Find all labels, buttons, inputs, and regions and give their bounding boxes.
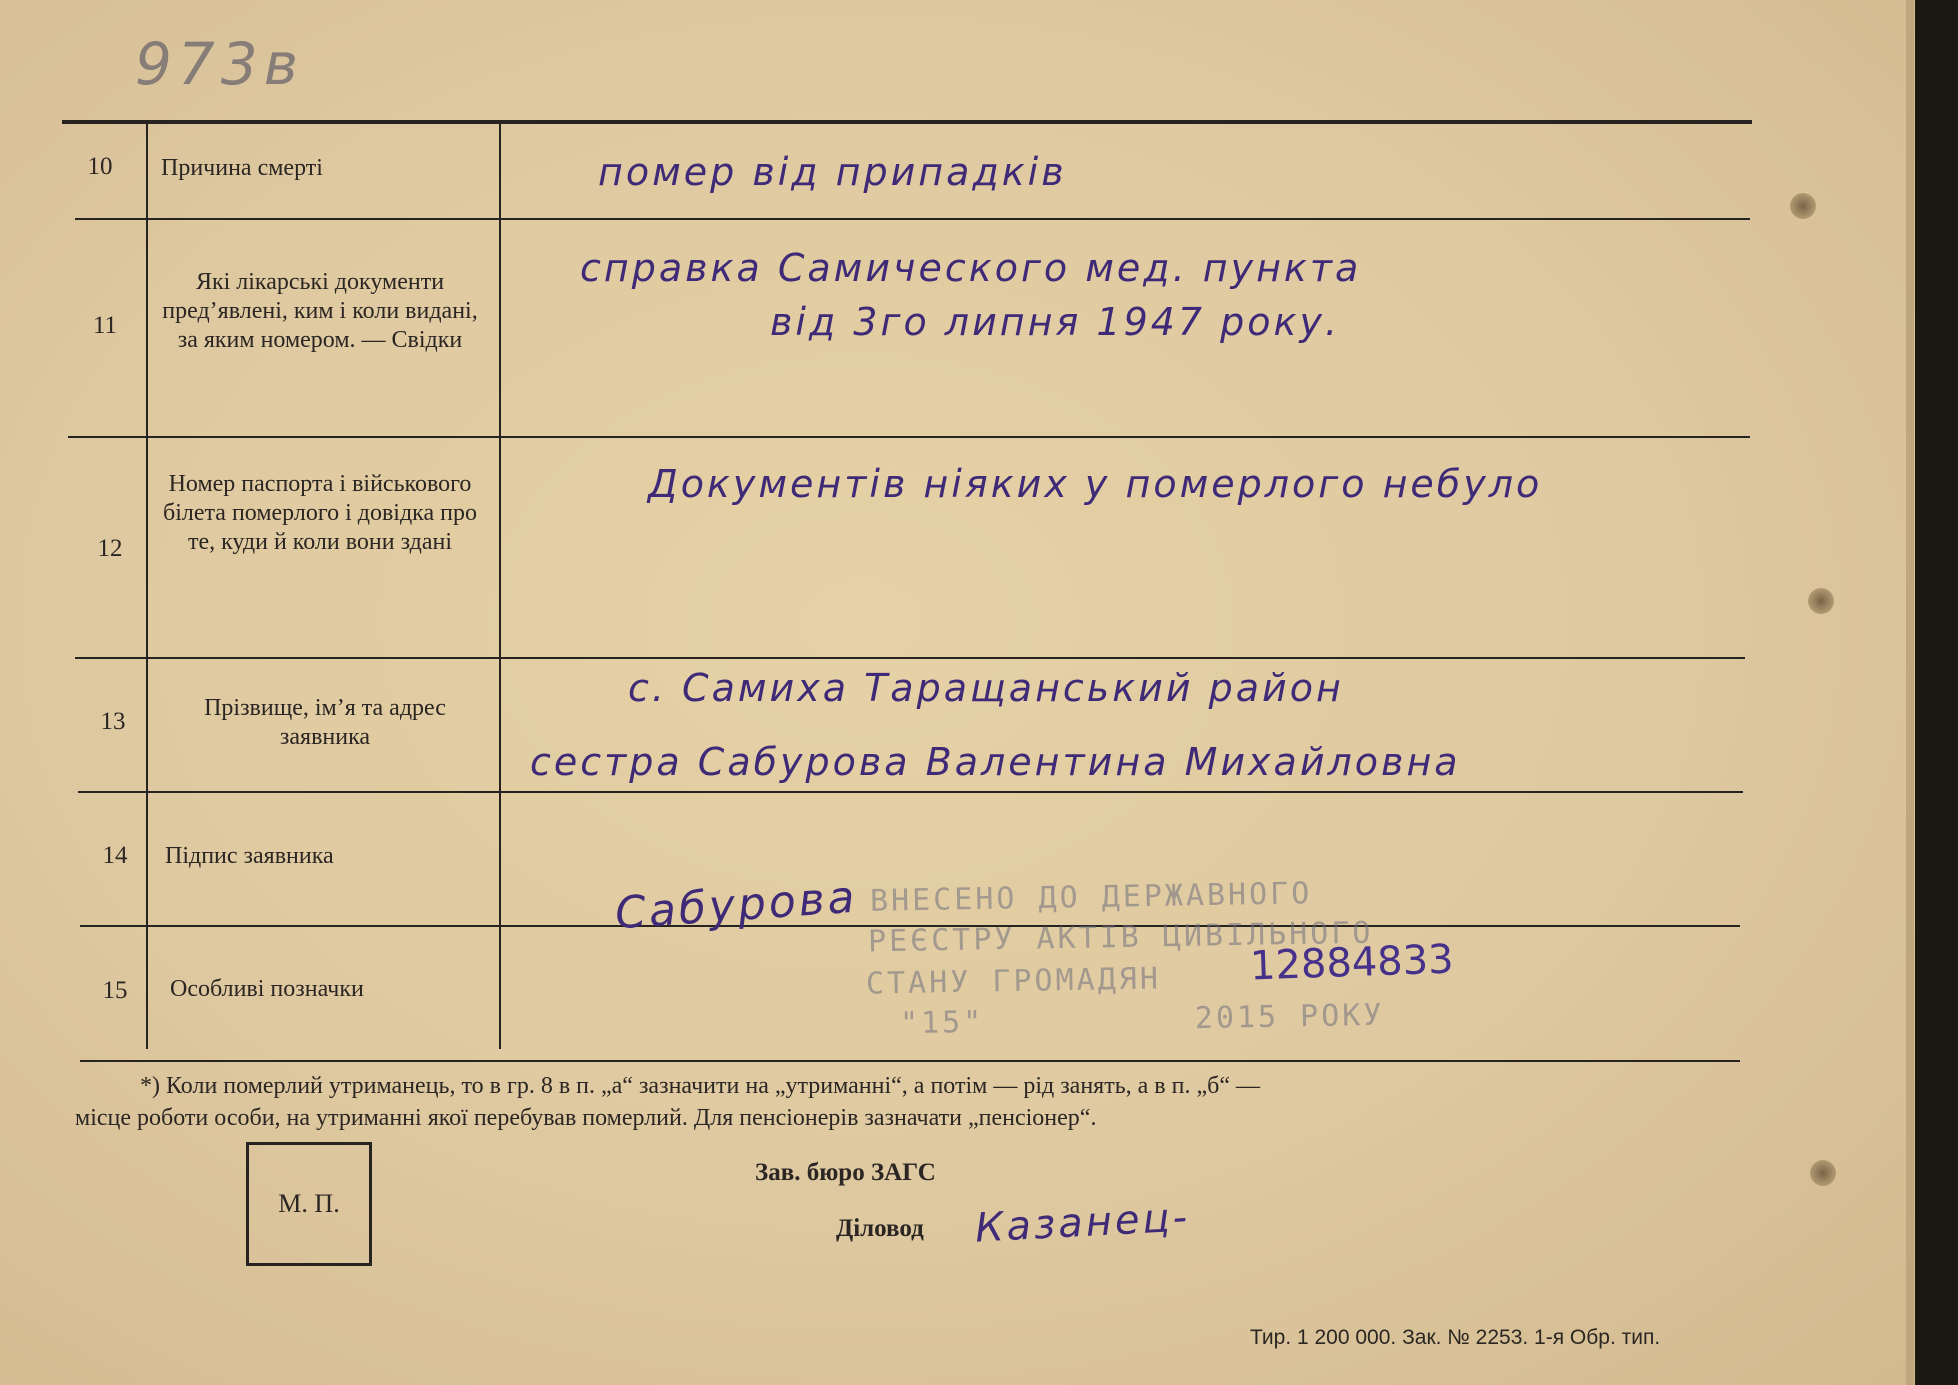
column-divider-number: [146, 124, 148, 1049]
handwritten-entry: сестра Сабурова Валентина Михайловна: [530, 740, 1461, 784]
footnote-line: місце роботи особи, на утриманні якої перебував померлий. Для пенсіонерів зазначати „пенсіонер“.: [75, 1105, 1097, 1131]
row-number: 13: [100, 708, 126, 735]
row-number: 12: [97, 535, 123, 562]
row-number: 14: [102, 842, 128, 869]
row-divider: [75, 657, 1745, 659]
row-number: 10: [87, 153, 113, 180]
applicant-signature: Сабурова: [613, 871, 860, 940]
seal-label: М. П.: [278, 1189, 340, 1218]
clerk-label: Діловод: [836, 1215, 924, 1242]
column-divider-label: [499, 124, 501, 1049]
registry-number: 12884833: [1249, 936, 1455, 990]
stamp-text: "15" 2015 РОКУ: [899, 997, 1385, 1042]
row-label: Прізвище, ім’я та адрес заявника: [204, 695, 446, 750]
binding-hole: [1808, 588, 1834, 614]
archive-number: 973в: [135, 30, 304, 98]
row-number: 15: [102, 977, 128, 1004]
handwritten-entry: справка Самического мед. пункта: [580, 246, 1362, 290]
stamp-text: СТАНУ ГРОМАДЯН: [865, 961, 1162, 1002]
page-edge: [1906, 0, 1914, 1385]
row-label: Особливі позначки: [170, 976, 364, 1002]
bureau-head-label: Зав. бюро ЗАГС: [755, 1159, 936, 1186]
row-label: Номер паспорта і військового білета померлого і довідка про те, куди й коли вони здані: [163, 471, 477, 555]
binding-hole: [1810, 1160, 1836, 1186]
footnote-line: *) Коли померлий утриманець, то в гр. 8 в п. „а“ зазначити на „утриманні“, а потім — рід занять, а в п. „б“ —: [140, 1073, 1260, 1099]
handwritten-entry: від 3го липня 1947 року.: [770, 300, 1341, 344]
row-label: Підпис заявника: [165, 843, 334, 869]
seal-box: [246, 1142, 372, 1266]
row-number: 11: [92, 312, 118, 339]
handwritten-entry: с. Самиха Таращанський район: [628, 666, 1344, 710]
row-label: Причина смерті: [161, 155, 323, 181]
stamp-text: РЕЄСТРУ АКТІВ ЦИВІЛЬНОГО: [867, 915, 1374, 960]
handwritten-entry: Документів ніяких у померлого небуло: [648, 462, 1543, 506]
print-info: Тир. 1 200 000. Зак. № 2253. 1-я Обр. тип.: [1250, 1326, 1661, 1349]
table-bottom-rule: [80, 1060, 1740, 1062]
clerk-signature: Казанец-: [973, 1194, 1192, 1252]
handwritten-entry: помер від припадків: [598, 150, 1067, 194]
row-divider: [68, 436, 1750, 438]
row-divider: [75, 218, 1750, 220]
binding-hole: [1790, 193, 1816, 219]
table-top-rule: [62, 120, 1752, 124]
row-divider: [78, 791, 1743, 793]
stamp-text: ВНЕСЕНО ДО ДЕРЖАВНОГО: [869, 876, 1313, 919]
row-label: Які лікарські документи пред’явлені, ким і коли видані, за яким номером. — Свідки: [162, 269, 478, 353]
